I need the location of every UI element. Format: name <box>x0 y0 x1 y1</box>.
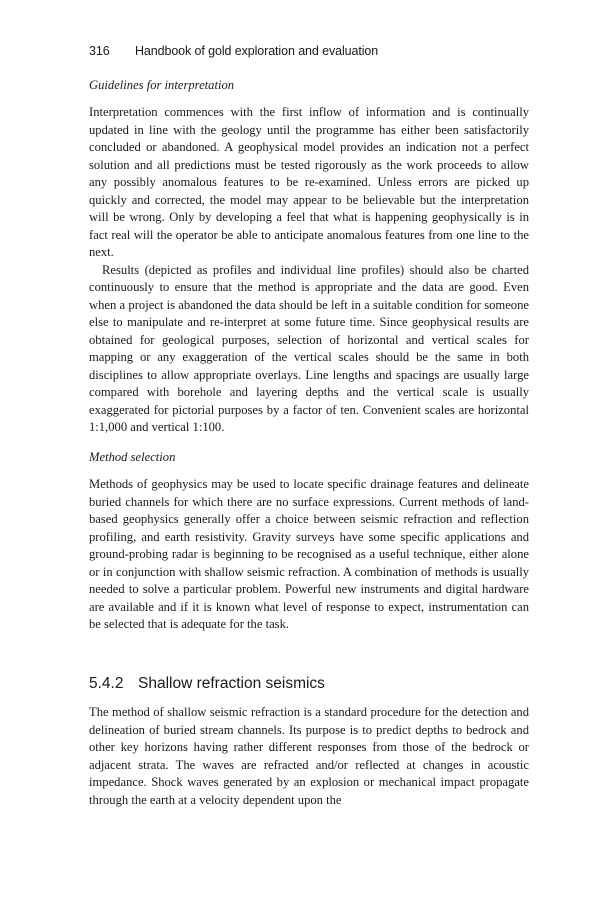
method-selection-heading: Method selection <box>89 450 176 464</box>
guidelines-body <box>89 104 529 437</box>
guidelines-paragraph-1: Interpretation commences with the first inflow of information and is continually updated in line with the geology until the programme has either been satisfactorily concluded or abandoned. A geophysical model provides an indication not a perfect solution and all predictions must be tested rigorously as the work proceeds to allow any possibly anomalous features to be re-examined. Unless errors are picked up quickly and corrected, the model may appear to be believable but the interpretation will be wrong. Only by developing a feel that what is happening geophysically is in fact real will the operator be able to anticipate anomalous features from one line to the next. <box>89 105 529 259</box>
shallow-refraction-paragraph-1: The method of shallow seismic refraction is a standard procedure for the detection and delineation of buried stream channels. Its purpose is to predict depths to bedrock and other key horizons having rather different responses from those of the bedrock or adjacent strata. The waves are refracted and/or reflected at changes in acoustic impedance. Shock waves generated by an explosion or mechanical impact propagate through the earth at a velocity dependent upon the <box>89 705 529 807</box>
running-header <box>89 44 529 58</box>
method-selection-paragraph-1: Methods of geophysics may be used to locate specific drainage features and delineate buried channels for which there are no surface expressions. Current methods of land-based geophysics generally offer a choice between seismic refraction and reflection profiling, and earth resistivity. Gravity surveys have some specific applications and ground-probing radar is beginning to be recognised as a useful technique, either alone or in conjunction with shallow seismic refraction. A combination of methods is usually needed to solve a particular problem. Powerful new instruments and digital hardware are available and if it is known what level of response to expect, instrumentation can be selected that is adequate for the task. <box>89 477 529 631</box>
section-title: Shallow refraction seismics <box>138 675 325 692</box>
running-title: Handbook of gold exploration and evaluation <box>135 44 379 58</box>
section-number: 5.4.2 <box>89 675 124 692</box>
page-number: 316 <box>89 44 110 58</box>
guidelines-heading: Guidelines for interpretation <box>89 78 235 92</box>
guidelines-paragraph-2: Results (depicted as profiles and individual line profiles) should also be charted continuously to ensure that the method is appropriate and the data are good. Even when a project is abandoned the data should be left in a suitable condition for someone else to manipulate and re-interpret at some future time. Since geophysical results are obtained for geological purposes, selection of horizontal and vertical scales for mapping or any exaggeration of the vertical scales should be the same in both disciplines to allow appropriate overlays. Line lengths and spacings are usually large compared with borehole and layering depths and the vertical scale is usually exaggerated for pictorial purposes by a factor of ten. Convenient scales are horizontal 1:1,000 and vertical 1:100. <box>89 262 529 434</box>
section-heading <box>89 675 325 693</box>
method-selection-body <box>89 476 529 634</box>
shallow-refraction-body <box>89 704 529 809</box>
